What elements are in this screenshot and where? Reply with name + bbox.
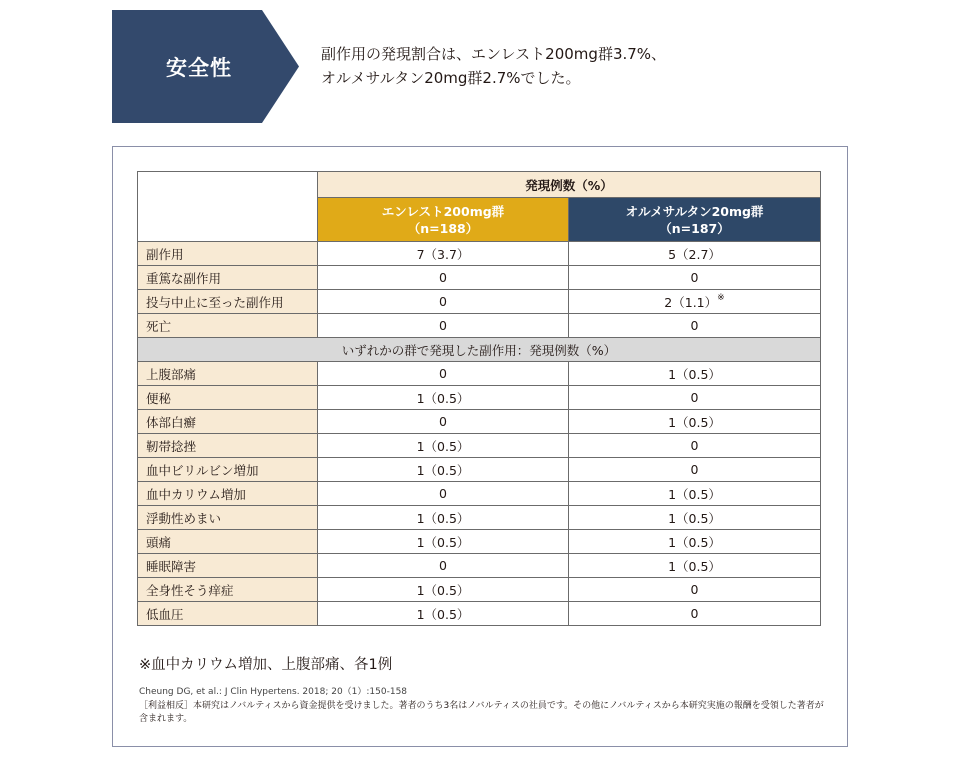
value-entresto: 1（0.5）: [318, 434, 569, 458]
value-entresto: 1（0.5）: [318, 530, 569, 554]
table-row: [138, 290, 821, 314]
value-entresto: 0: [318, 554, 569, 578]
table-row: [138, 242, 821, 266]
table-row: [138, 362, 821, 386]
value-entresto: 1（0.5）: [318, 602, 569, 626]
row-label: 睡眠障害: [138, 554, 318, 578]
summary-line-1: 副作用の発現割合は、エンレスト200mg群3.7%、: [321, 45, 667, 63]
value-entresto: 1（0.5）: [318, 458, 569, 482]
row-label: 上腹部痛: [138, 362, 318, 386]
value-entresto: 0: [318, 314, 569, 338]
value-olmesartan-text: 5（2.7）: [668, 246, 721, 262]
value-entresto: 1（0.5）: [318, 578, 569, 602]
detail-rows: [138, 362, 821, 626]
table-row: [138, 530, 821, 554]
column-header-olmesartan: [569, 198, 821, 242]
row-label: 便秘: [138, 386, 318, 410]
value-olmesartan: 0: [569, 458, 821, 482]
table-row: [138, 410, 821, 434]
value-olmesartan: 0: [569, 386, 821, 410]
value-olmesartan-text: 2（1.1）: [664, 294, 718, 310]
section-header-body: [138, 338, 821, 362]
row-label: 体部白癬: [138, 410, 318, 434]
value-olmesartan: [569, 314, 821, 338]
row-label: 低血圧: [138, 602, 318, 626]
citation: Cheung DG, et al.: J Clin Hypertens. 2018; 20（1）:150-158: [139, 687, 408, 697]
table-row: [138, 602, 821, 626]
column-a-name: エンレスト200mg群: [381, 203, 505, 219]
summary-rows: [138, 242, 821, 338]
adverse-events-table: [137, 171, 821, 626]
section-header: いずれかの群で発現した副作用：発現例数（%）: [138, 338, 821, 362]
row-label: 死亡: [138, 314, 318, 338]
value-entresto: 0: [318, 290, 569, 314]
footnote-mark: ※: [717, 292, 725, 303]
column-header-entresto: [318, 198, 569, 242]
value-olmesartan: 1（0.5）: [569, 410, 821, 434]
section-badge-label: 安全性: [166, 55, 232, 80]
value-entresto: 0: [318, 266, 569, 290]
value-olmesartan: 0: [569, 434, 821, 458]
value-olmesartan: 1（0.5）: [569, 530, 821, 554]
value-olmesartan: 1（0.5）: [569, 362, 821, 386]
row-label: 副作用: [138, 242, 318, 266]
value-olmesartan: [569, 242, 821, 266]
row-label: 重篤な副作用: [138, 266, 318, 290]
value-olmesartan: 1（0.5）: [569, 554, 821, 578]
value-entresto: 1（0.5）: [318, 386, 569, 410]
value-olmesartan: 1（0.5）: [569, 482, 821, 506]
table-row: [138, 266, 821, 290]
value-olmesartan-text: 0: [690, 270, 699, 285]
column-b-n: （n=187）: [659, 220, 730, 236]
table-row: [138, 434, 821, 458]
table-row: [138, 386, 821, 410]
row-label: 血中カリウム増加: [138, 482, 318, 506]
table-row: [138, 482, 821, 506]
row-label: 投与中止に至った副作用: [138, 290, 318, 314]
group-header: 発現例数（%）: [318, 172, 821, 198]
value-entresto: 1（0.5）: [318, 506, 569, 530]
table-row: [138, 578, 821, 602]
value-olmesartan: [569, 290, 821, 314]
row-label: 靭帯捻挫: [138, 434, 318, 458]
column-b-name: オルメサルタン20mg群: [625, 203, 764, 219]
column-a-n: （n=188）: [407, 220, 479, 236]
section-header-row: [138, 338, 821, 362]
value-entresto: 0: [318, 362, 569, 386]
row-label: 頭痛: [138, 530, 318, 554]
value-entresto: 0: [318, 482, 569, 506]
value-olmesartan: [569, 266, 821, 290]
value-entresto: 7（3.7）: [318, 242, 569, 266]
value-olmesartan-text: 0: [690, 318, 699, 333]
header-empty-cell: [138, 172, 318, 242]
table-row: [138, 458, 821, 482]
conflict-of-interest: ［利益相反］本研究はノバルティスから資金提供を受けました。著者のうち3名はノバルティスの社員です。その他にノバルティスから本研究実施の報酬を受領した著者が含まれます。: [139, 701, 824, 724]
section-badge: [112, 10, 299, 123]
value-olmesartan: 1（0.5）: [569, 506, 821, 530]
table-row: [138, 314, 821, 338]
value-entresto: 0: [318, 410, 569, 434]
table-row: [138, 554, 821, 578]
value-olmesartan: 0: [569, 578, 821, 602]
row-label: 浮動性めまい: [138, 506, 318, 530]
value-olmesartan: 0: [569, 602, 821, 626]
row-label: 血中ビリルビン増加: [138, 458, 318, 482]
footnote: ※血中カリウム増加、上腹部痛、各1例: [139, 657, 393, 673]
row-label: 全身性そう痒症: [138, 578, 318, 602]
table-row: [138, 506, 821, 530]
summary-line-2: オルメサルタン20mg群2.7%でした。: [321, 69, 581, 87]
safety-summary: [321, 42, 881, 90]
